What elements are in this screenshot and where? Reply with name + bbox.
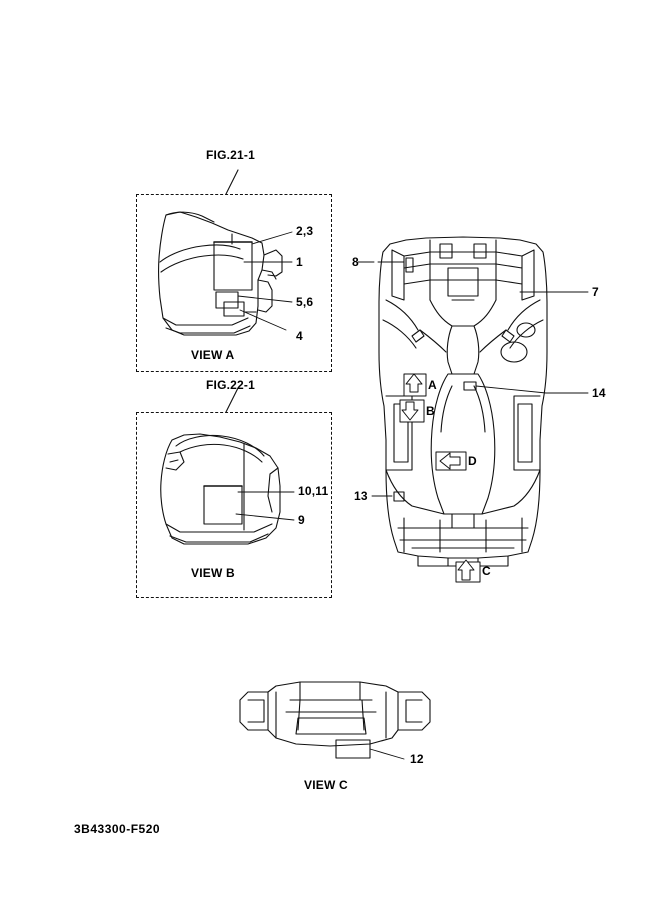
arrow-label-a: A — [428, 378, 437, 392]
callout-2-3: 2,3 — [296, 224, 314, 238]
direction-arrow-d — [436, 452, 466, 470]
callout-4: 4 — [296, 329, 303, 343]
view-b-label: VIEW B — [191, 566, 235, 580]
view-a-label: VIEW A — [191, 348, 235, 362]
view-c-leaders — [370, 749, 404, 759]
arrow-label-b: B — [426, 404, 435, 418]
callout-7: 7 — [592, 285, 599, 299]
arrow-label-d: D — [468, 454, 477, 468]
direction-arrow-b — [400, 400, 424, 422]
fig21-title: FIG.21-1 — [206, 148, 255, 162]
callout-8: 8 — [352, 255, 359, 269]
direction-arrow-a — [404, 374, 426, 396]
callout-5-6: 5,6 — [296, 295, 314, 309]
callout-13: 13 — [354, 489, 368, 503]
callout-1: 1 — [296, 255, 303, 269]
view-a-dashed-frame — [136, 194, 332, 372]
callout-14: 14 — [592, 386, 606, 400]
view-c-assembly — [240, 682, 430, 758]
part-code: 3B43300-F520 — [74, 822, 161, 836]
arrow-label-c: C — [482, 564, 491, 578]
fig22-title: FIG.22-1 — [206, 378, 255, 392]
fig21-leader — [226, 170, 238, 194]
callout-12: 12 — [410, 752, 424, 766]
callout-9: 9 — [298, 513, 305, 527]
direction-arrow-c — [456, 560, 480, 582]
callout-10-11: 10,11 — [298, 484, 329, 498]
view-c-label: VIEW C — [304, 778, 348, 792]
